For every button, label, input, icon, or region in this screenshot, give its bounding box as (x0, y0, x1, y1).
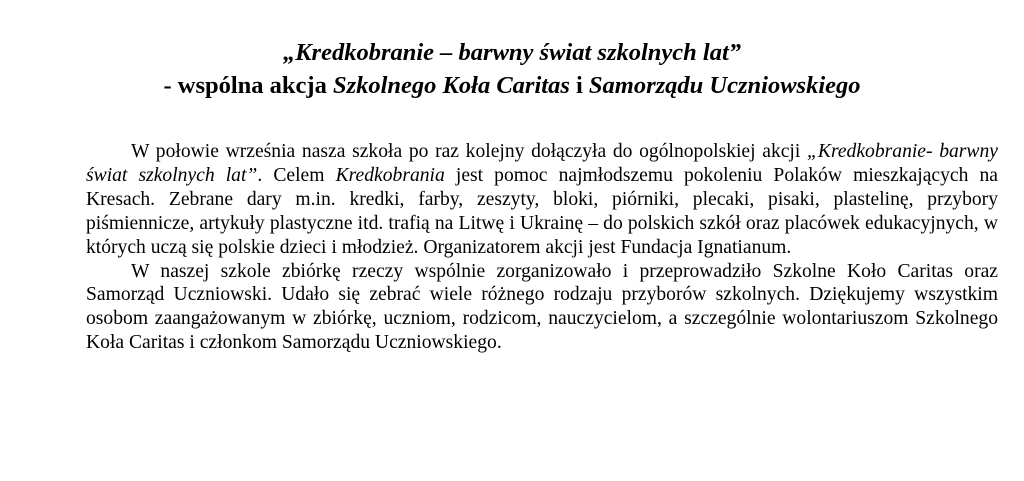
title-line-organizers (0, 69, 1024, 102)
title-org-council: Samorządu Uczniowskiego (588, 72, 861, 99)
article-body (86, 140, 998, 355)
paragraph-campaign (86, 140, 998, 260)
paragraph-thanks: W naszej szkole zbiórkę rzeczy wspólnie zorganizowało i przeprowadziło Szkolne Koło Caritas oraz Samorząd Uczniowski. Udało się zebrać wiele różnego rodzaju przyborów szkolnych. Dziękujemy wszystkim osobom zaangażowanym w zbiórkę, uczniom, rodzicom, nauczycielom, a szczególnie wolontariuszom Szkolnego Koła Caritas i członkom Samorządu Uczniowskiego. (86, 260, 998, 354)
p1-campaign-genitive: Kredkobrania (335, 164, 445, 186)
title-prefix: - wspólna akcja (163, 72, 333, 99)
title-line-campaign: „Kredkobranie – barwny świat szkolnych lat” (282, 39, 742, 66)
title-conjunction: i (569, 72, 589, 99)
article-title (0, 36, 1024, 102)
p1-campaign-name: „Kredkobranie- barwny świat szkolnych lat” (86, 141, 998, 186)
title-org-caritas: Szkolnego Koła Caritas (332, 72, 570, 99)
p1-text-a: . Celem (257, 164, 336, 186)
p1-intro: W połowie września nasza szkoła po raz kolejny dołączyła do ogólnopolskiej akcji (131, 141, 807, 162)
p1-text-b: jest pomoc najmłodszemu pokoleniu Polaków mieszkających na Kresach. Zebrane dary m.in. kredki, farby, zeszyty, bloki, piórniki, plecaki, pisaki, plastelinę, przybory piśmiennicze, artykuły plastyczne itd. trafią na Litwę i Ukrainę – do polskich szkół oraz placówek edukacyjnych, w których uczą się polskie dzieci i młodzież. Organizatorem akcji jest Fundacja Ignatianum. (86, 164, 999, 258)
